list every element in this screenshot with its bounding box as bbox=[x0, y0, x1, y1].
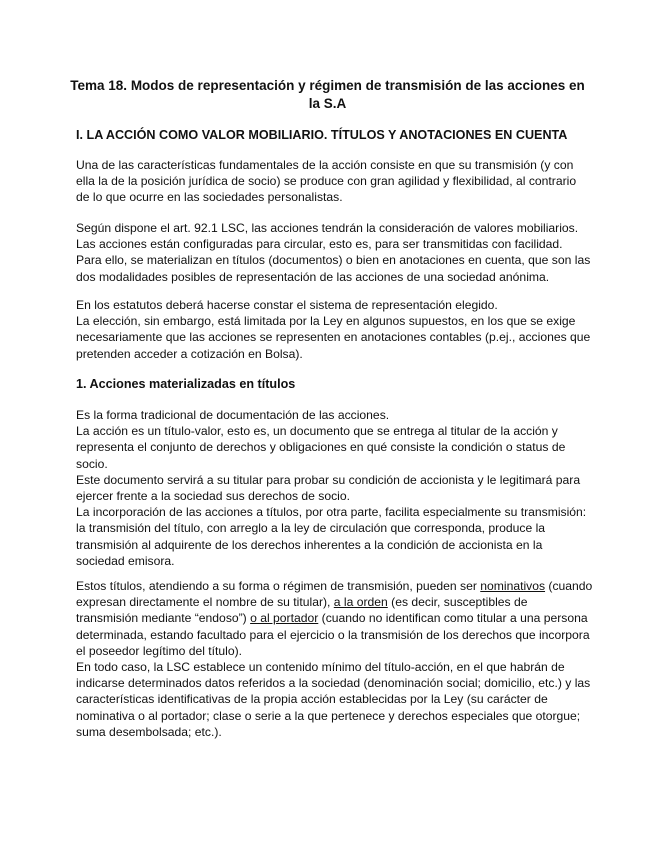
paragraph-line: socio. bbox=[76, 456, 108, 471]
paragraph-line: La incorporación de las acciones a títulos, por otra parte, facilita especialmente su transmisión: bbox=[76, 505, 587, 520]
paragraph-line: de lo que ocurre en las sociedades personalistas. bbox=[76, 190, 343, 205]
subsection-heading: 1. Acciones materializadas en títulos bbox=[76, 377, 296, 391]
paragraph-line: suma desembolsada; etc.). bbox=[76, 724, 222, 739]
paragraph-line: Las acciones están configuradas para circular, esto es, para ser transmitidas con facilidad. bbox=[76, 237, 563, 252]
text-run: (cuando bbox=[545, 579, 593, 593]
paragraph-1 bbox=[76, 157, 586, 206]
paragraph-line bbox=[76, 610, 586, 626]
paragraph-line: determinada, estando facultado para el ejercicio o la transmisión de los derechos que incorpora bbox=[76, 627, 590, 642]
paragraph-line: sociedad emisora. bbox=[76, 553, 175, 568]
text-run: Estos títulos, atendiendo a su forma o régimen de transmisión, pueden ser bbox=[76, 579, 481, 593]
paragraph-line: En los estatutos deberá hacerse constar el sistema de representación elegido. bbox=[76, 298, 498, 312]
paragraph-line: Es la forma tradicional de documentación de las acciones. bbox=[76, 408, 390, 422]
term-nominativos: nominativos bbox=[480, 579, 546, 593]
paragraph-line: el poseedor legítimo del título). bbox=[76, 643, 243, 658]
paragraph-line: La elección, sin embargo, está limitada por la Ley en algunos supuestos, en los que se exige bbox=[76, 314, 576, 329]
text-run: expresan directamente el nombre de su titular), bbox=[76, 595, 334, 610]
term-al-portador: o al portador bbox=[250, 611, 319, 626]
paragraph-line: La acción es un título-valor, esto es, un documento que se entrega al titular de la acción y bbox=[76, 424, 558, 439]
title-line-1: Tema 18. Modos de representación y régimen de transmisión de las acciones en bbox=[70, 78, 585, 93]
section-heading: I. LA ACCIÓN COMO VALOR MOBILIARIO. TÍTULOS Y ANOTACIONES EN CUENTA bbox=[76, 128, 568, 142]
paragraph-line: Una de las características fundamentales de la acción consiste en que su transmisión (y con bbox=[76, 158, 574, 172]
paragraph-line: transmisión al adquirente de los derechos inherentes a la condición de accionista en la bbox=[76, 537, 543, 552]
paragraph-line: la transmisión del título, con arreglo a la ley de circulación que corresponda, produce la bbox=[76, 521, 546, 536]
paragraph-line: indicarse determinados datos referidos a la sociedad (denominación social; domicilio, etc.) y las bbox=[76, 676, 591, 691]
text-run: transmisión mediante “endoso”) bbox=[76, 611, 251, 626]
paragraph-line: Según dispone el art. 92.1 LSC, las acciones tendrán la consideración de valores mobiliarios. bbox=[76, 221, 579, 235]
paragraph-line: nominativa o al portador; clase o serie a la que pertenece y derechos especiales que otorgue; bbox=[76, 708, 581, 723]
paragraph-line: necesariamente que las acciones se representen en anotaciones contables (p.ej., acciones que bbox=[76, 330, 591, 345]
term-a-la-orden: a la orden bbox=[333, 595, 388, 610]
paragraph-2 bbox=[76, 220, 591, 285]
paragraph-line: pretenden acceder a cotización en Bolsa). bbox=[76, 346, 303, 361]
paragraph-line: ejercer frente a la sociedad sus derechos de socio. bbox=[76, 489, 350, 504]
paragraph-line bbox=[76, 594, 586, 610]
paragraph-line: dos modalidades posibles de representación de las acciones de una sociedad anónima. bbox=[76, 269, 550, 284]
text-run: (cuando no identifican como titular a una persona bbox=[318, 611, 588, 626]
paragraph-line: Para ello, se materializan en títulos (documentos) o bien en anotaciones en cuenta, que son las bbox=[76, 253, 591, 268]
paragraph-3 bbox=[76, 297, 591, 362]
text-run: (es decir, susceptibles de bbox=[387, 595, 528, 610]
paragraph-line: características identificativas de la propia acción establecidas por la Ley (su carácter de bbox=[76, 692, 548, 707]
title-line-2: la S.A bbox=[308, 96, 347, 111]
paragraph-line: Este documento servirá a su titular para probar su condición de accionista y le legitimará para bbox=[76, 472, 581, 487]
paragraph-line bbox=[76, 578, 593, 594]
paragraph-4 bbox=[76, 407, 586, 569]
paragraph-line: representa el conjunto de derechos y obligaciones en qué consiste la condición o status de bbox=[76, 440, 566, 455]
paragraph-line: ella la de la posición jurídica de socio) se produce con gran agilidad y flexibilidad, al contrario bbox=[76, 174, 577, 189]
paragraph-5 bbox=[76, 578, 593, 740]
document-title bbox=[70, 77, 585, 113]
paragraph-line: En todo caso, la LSC establece un contenido mínimo del título-acción, en el que habrán de bbox=[76, 660, 565, 675]
